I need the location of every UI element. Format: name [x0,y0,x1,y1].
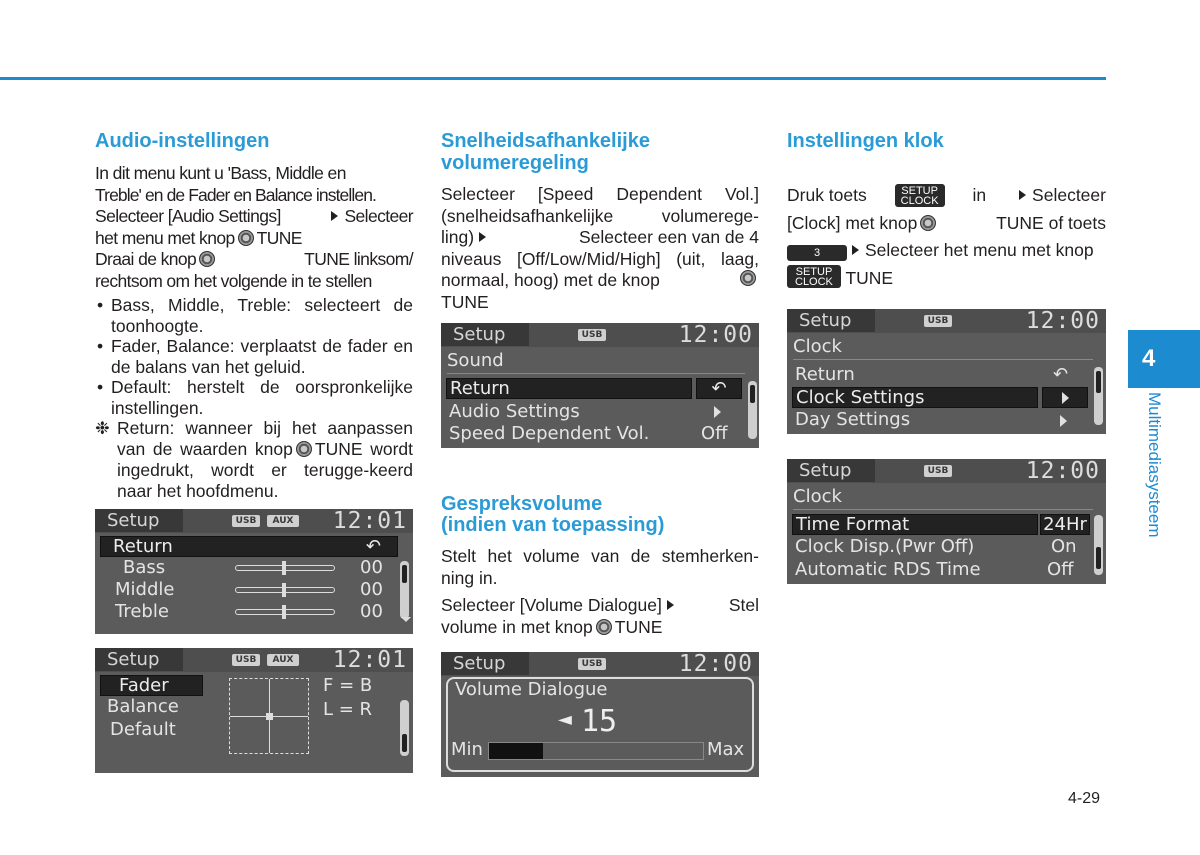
text-line: normaal, hoog) met de knop [441,270,660,290]
scrollbar[interactable] [400,561,409,619]
key-label: SETUP [901,185,938,198]
bass-slider[interactable] [235,565,335,571]
arrow-right-icon [1019,190,1026,200]
heading-dialogue-volume [441,494,759,536]
text-line: TUNE [614,616,663,637]
scrollbar-thumb[interactable] [750,385,755,403]
tune-knob-icon [238,230,254,246]
aux-badge: AUX [267,515,299,527]
column-speed-volume [441,128,759,313]
text-line: ning in. [441,567,498,588]
return-arrow-icon: ↶ [365,536,381,557]
arrow-right-icon [852,245,859,255]
volume-max-label: Max [707,739,745,760]
tune-knob-icon [740,270,756,286]
menu-item-treble[interactable]: Treble [115,601,169,622]
clock-display-value: On [1051,536,1077,557]
volume-bar-fill [489,743,543,759]
arrow-right-icon [479,232,486,242]
time-format-value[interactable]: 24Hr [1040,514,1090,535]
setup-clock-key [895,184,945,207]
volume-level: 15 [581,704,618,739]
menu-item-return[interactable]: Return [795,364,855,385]
heading-speed-volume [441,130,759,174]
tune-knob-icon [920,215,936,231]
speaker-icon: ◄ [558,709,572,730]
volume-bar[interactable] [488,742,704,760]
divider [447,373,745,374]
menu-item-label: Return [113,536,173,557]
column-dialogue-volume [441,494,759,638]
return-arrow-icon: ↶ [1053,364,1069,385]
arrow-right-icon [667,600,674,610]
screen-subtitle: Clock [793,336,842,357]
text-line: in [972,185,987,205]
text-line: Selecteer het menu met knop [865,240,1094,260]
menu-item-clock-display[interactable]: Clock Disp.(Pwr Off) [795,536,975,557]
menu-item-speed-dependent-vol[interactable]: Speed Dependent Vol. [449,423,650,444]
text-line: Selecteer [Speed Dependent Vol.] [441,184,759,204]
text-line: TUNE [256,227,302,248]
setup-clock-key [787,265,841,288]
submenu-arrow-icon [1060,415,1067,427]
fader-value: F = B [323,675,373,696]
text-line: Selecteer [344,206,413,226]
key-label: CLOCK [900,195,939,208]
clock-time: 12:01 [332,509,407,534]
scrollbar[interactable] [1094,515,1103,575]
clock-time: 12:00 [678,323,753,348]
text-line: TUNE linksom/ [304,249,413,269]
text-line: volume in met knop [441,616,593,637]
clock-time: 12:01 [332,648,407,673]
heading-line: (indien van toepassing) [441,514,665,536]
text-line: Treble' en de Fader en Balance instellen. [95,184,376,205]
screen-title: Setup [95,509,183,532]
list-item: • Fader, Balance: verplaatst de fader en de balans van het geluid. [95,336,413,377]
text-line: rechtsom om het volgende in te stellen [95,270,372,291]
divider [793,359,1093,360]
text-line: TUNE [441,291,489,312]
menu-item-day-settings[interactable]: Day Settings [795,409,911,430]
rds-time-value: Off [1047,559,1074,580]
menu-item-middle[interactable]: Middle [115,579,175,600]
tune-knob-icon [296,441,312,457]
speed-volume-text [441,184,759,313]
scrollbar[interactable] [748,381,757,439]
text-line: Selecteer [1032,185,1106,205]
menu-item-balance[interactable]: Balance [107,696,179,717]
text-line: ling) [441,227,475,247]
scrollbar-thumb[interactable] [402,734,407,752]
text-line: Selecteer een van de 4 [579,227,759,247]
bass-value: 00 [360,557,383,578]
screen-title: Setup [441,652,529,675]
audio-intro [95,163,413,292]
tune-knob-icon [596,619,612,635]
text-line: Draai de knop [95,249,197,269]
text-line: In dit menu kunt u 'Bass, Middle en [95,163,346,183]
menu-item-automatic-rds-time[interactable]: Automatic RDS Time [795,559,981,580]
text-line: Selecteer [Volume Dialogue] [441,595,662,615]
text-line: TUNE [845,267,894,288]
usb-badge: USB [578,329,606,341]
treble-slider[interactable] [235,609,335,615]
menu-item-audio-settings[interactable]: Audio Settings [449,401,580,422]
usb-badge: USB [924,465,952,477]
menu-item-clock-settings[interactable]: Clock Settings [792,387,1038,408]
column-audio-settings [95,128,413,502]
submenu-arrow-icon [1062,392,1069,404]
clock-time: 12:00 [678,652,753,677]
clock-time: 12:00 [1025,459,1100,484]
key-3: 3 [787,245,847,261]
text-line: niveaus [Off/Low/Mid/High] (uit, laag, [441,248,759,269]
chapter-tab: 4 [1128,330,1200,388]
heading-line: Snelheidsafhankelijke [441,130,650,152]
screen-volume-dialogue [441,652,759,777]
screen-title: Setup [95,648,183,671]
heading-line: volumeregeling [441,152,589,174]
divider [793,509,1093,510]
middle-slider[interactable] [235,587,335,593]
text-line: Selecteer [Audio Settings] [95,206,281,226]
top-rule [0,77,1106,80]
aux-badge: AUX [267,654,299,666]
text-line: [Clock] met knop [787,212,918,233]
text-line: Stelt het volume van de stemherken- [441,546,759,566]
arrow-right-icon [331,211,338,221]
scrollbar[interactable] [400,700,409,756]
list-item: • Bass, Middle, Treble: selecteert de toonhoogte. [95,295,413,336]
text-line: Druk toets [787,185,867,205]
menu-item-fader[interactable]: Fader [100,675,203,696]
slider-handle[interactable] [282,583,286,597]
submenu-arrow-box[interactable] [1042,387,1088,408]
return-note [95,418,413,502]
note-symbol-icon: ❉ [95,418,110,438]
screen-clock-menu [787,309,1106,434]
scroll-down-icon [401,617,411,622]
audio-bullet-list [95,295,413,418]
page-number: 4-29 [1068,790,1101,807]
speed-vol-value: Off [701,423,728,444]
chapter-label: Multimediasysteem [1145,392,1164,538]
screen-audio-settings [95,509,413,634]
menu-item-return[interactable]: Return [446,378,692,399]
text-line: (snelheidsafhankelijke volumerege- [441,205,759,226]
scrollbar[interactable] [1094,367,1103,425]
heading-line: Gespreksvolume [441,493,603,515]
text-line: TUNE of toets [996,212,1106,233]
volume-min-label: Min [451,739,483,760]
menu-item-bass[interactable]: Bass [123,557,166,578]
slider-handle[interactable] [282,561,286,575]
column-clock-settings [787,128,1106,289]
scrollbar-thumb[interactable] [1096,547,1101,569]
heading-clock-settings: Instellingen klok [787,130,944,152]
screen-fader-balance [95,648,413,773]
note-text: TUNE wordt ingedrukt, wordt er terugge-keerd naar het hoofdmenu. [117,439,414,501]
screen-title: Setup [787,309,875,332]
screen-subtitle: Sound [447,350,504,371]
usb-badge: USB [578,658,606,670]
heading-audio-settings: Audio-instellingen [95,130,270,152]
treble-value: 00 [360,601,383,622]
return-arrow-icon[interactable]: ↶ [696,378,742,399]
key-label: SETUP [795,265,833,278]
screen-subtitle: Clock [793,486,842,507]
menu-item-time-format[interactable]: Time Format [792,514,1038,535]
screen-sound-menu [441,323,759,448]
dialog-title: Volume Dialogue [455,679,608,700]
screen-title: Setup [787,459,875,482]
clock-time: 12:00 [1025,309,1100,334]
middle-value: 00 [360,579,383,600]
balance-point[interactable] [266,713,273,720]
clock-text [787,182,1106,289]
menu-item-default[interactable]: Default [110,719,176,740]
menu-item-return[interactable] [100,536,398,557]
usb-badge: USB [232,515,260,527]
screen-title: Setup [441,323,529,346]
scrollbar-thumb[interactable] [1096,371,1101,393]
list-item: • Default: herstelt de oorspronkelijke instellingen. [95,377,413,418]
balance-value: L = R [323,699,373,720]
scrollbar-thumb[interactable] [402,565,407,583]
fader-balance-grid[interactable] [229,678,309,754]
key-label: CLOCK [795,275,833,288]
dialogue-volume-text [441,546,759,638]
slider-handle[interactable] [282,605,286,619]
screen-clock-settings [787,459,1106,584]
usb-badge: USB [232,654,260,666]
note-text: Return: wanneer bij het aanpassen van de waarden knop [117,418,413,459]
usb-badge: USB [924,315,952,327]
submenu-arrow-icon [714,406,721,418]
text-line: Stel [728,595,759,615]
tune-knob-icon [199,251,215,267]
text-line: het menu met knop [95,227,235,248]
